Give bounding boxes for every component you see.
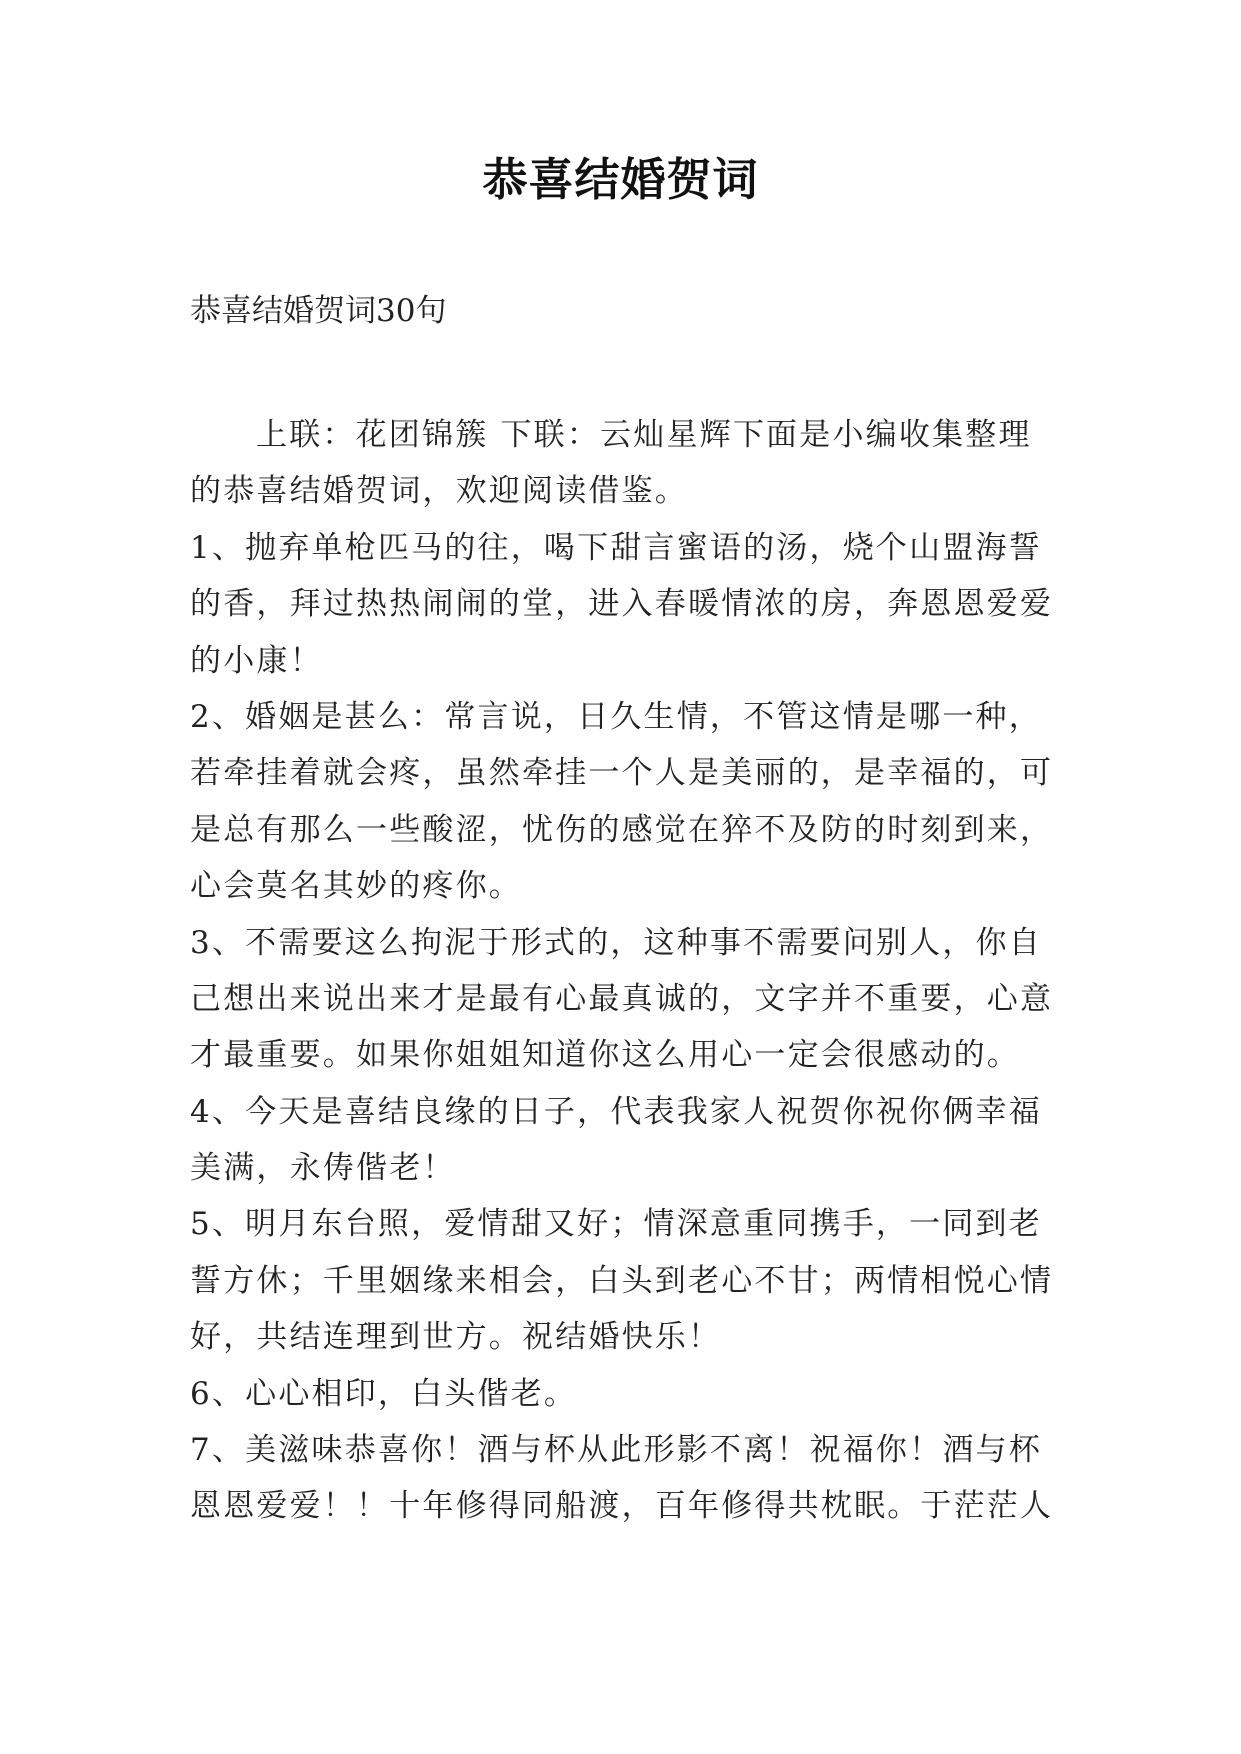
intro-line: 上联：花团锦簇 下联：云灿星辉下面是小编收集整理 (256, 417, 1032, 453)
wish-line: 才最重要。如果你姐姐知道你这么用心一定会很感动的。 (190, 1037, 1020, 1074)
wish-line: 1、抛弃单枪匹马的往，喝下甜言蜜语的汤，烧个山盟海誓 (190, 529, 1042, 566)
intro-line: 的恭喜结婚贺词，欢迎阅读借鉴。 (190, 473, 688, 510)
wish-line: 誓方休；千里姻缘来相会，白头到老心不甘；两情相悦心情 (190, 1262, 1054, 1299)
wish-line: 5、明月东台照，爱情甜又好；情深意重同携手，一同到老 (190, 1206, 1042, 1243)
document-subtitle: 恭喜结婚贺词30句 (190, 293, 447, 329)
wish-line: 4、今天是喜结良缘的日子，代表我家人祝贺你祝你俩幸福 (190, 1093, 1042, 1130)
wish-line: 己想出来说出来才是最有心最真诚的，文字并不重要，心意 (190, 980, 1054, 1017)
wish-line: 的小康！ (190, 642, 323, 679)
wish-line: 2、婚姻是甚么：常言说，日久生情，不管这情是哪一种， (190, 698, 1042, 735)
wish-line: 恩恩爱爱！！十年修得同船渡，百年修得共枕眠。于茫茫人 (190, 1488, 1054, 1525)
document-title: 恭喜结婚贺词 (482, 153, 759, 206)
wish-line: 3、不需要这么拘泥于形式的，这种事不需要问别人，你自 (190, 924, 1042, 961)
wish-line: 若牵挂着就会疼，虽然牵挂一个人是美丽的，是幸福的，可 (190, 755, 1054, 792)
wish-line: 美满，永俦偕老！ (190, 1150, 456, 1187)
wish-line: 心会莫名其妙的疼你。 (190, 868, 522, 905)
wish-line: 的香，拜过热热闹闹的堂，进入春暖情浓的房，奔恩恩爱爱 (190, 586, 1054, 623)
wish-line: 好，共结连理到世方。祝结婚快乐！ (190, 1319, 722, 1356)
document-body (190, 407, 1060, 1535)
wish-line: 6、心心相印，白头偕老。 (190, 1375, 578, 1412)
wish-line: 是总有那么一些酸涩，忧伤的感觉在猝不及防的时刻到来， (190, 811, 1054, 848)
wish-line: 7、美滋味恭喜你！酒与杯从此形影不离！祝福你！酒与杯 (190, 1432, 1042, 1469)
